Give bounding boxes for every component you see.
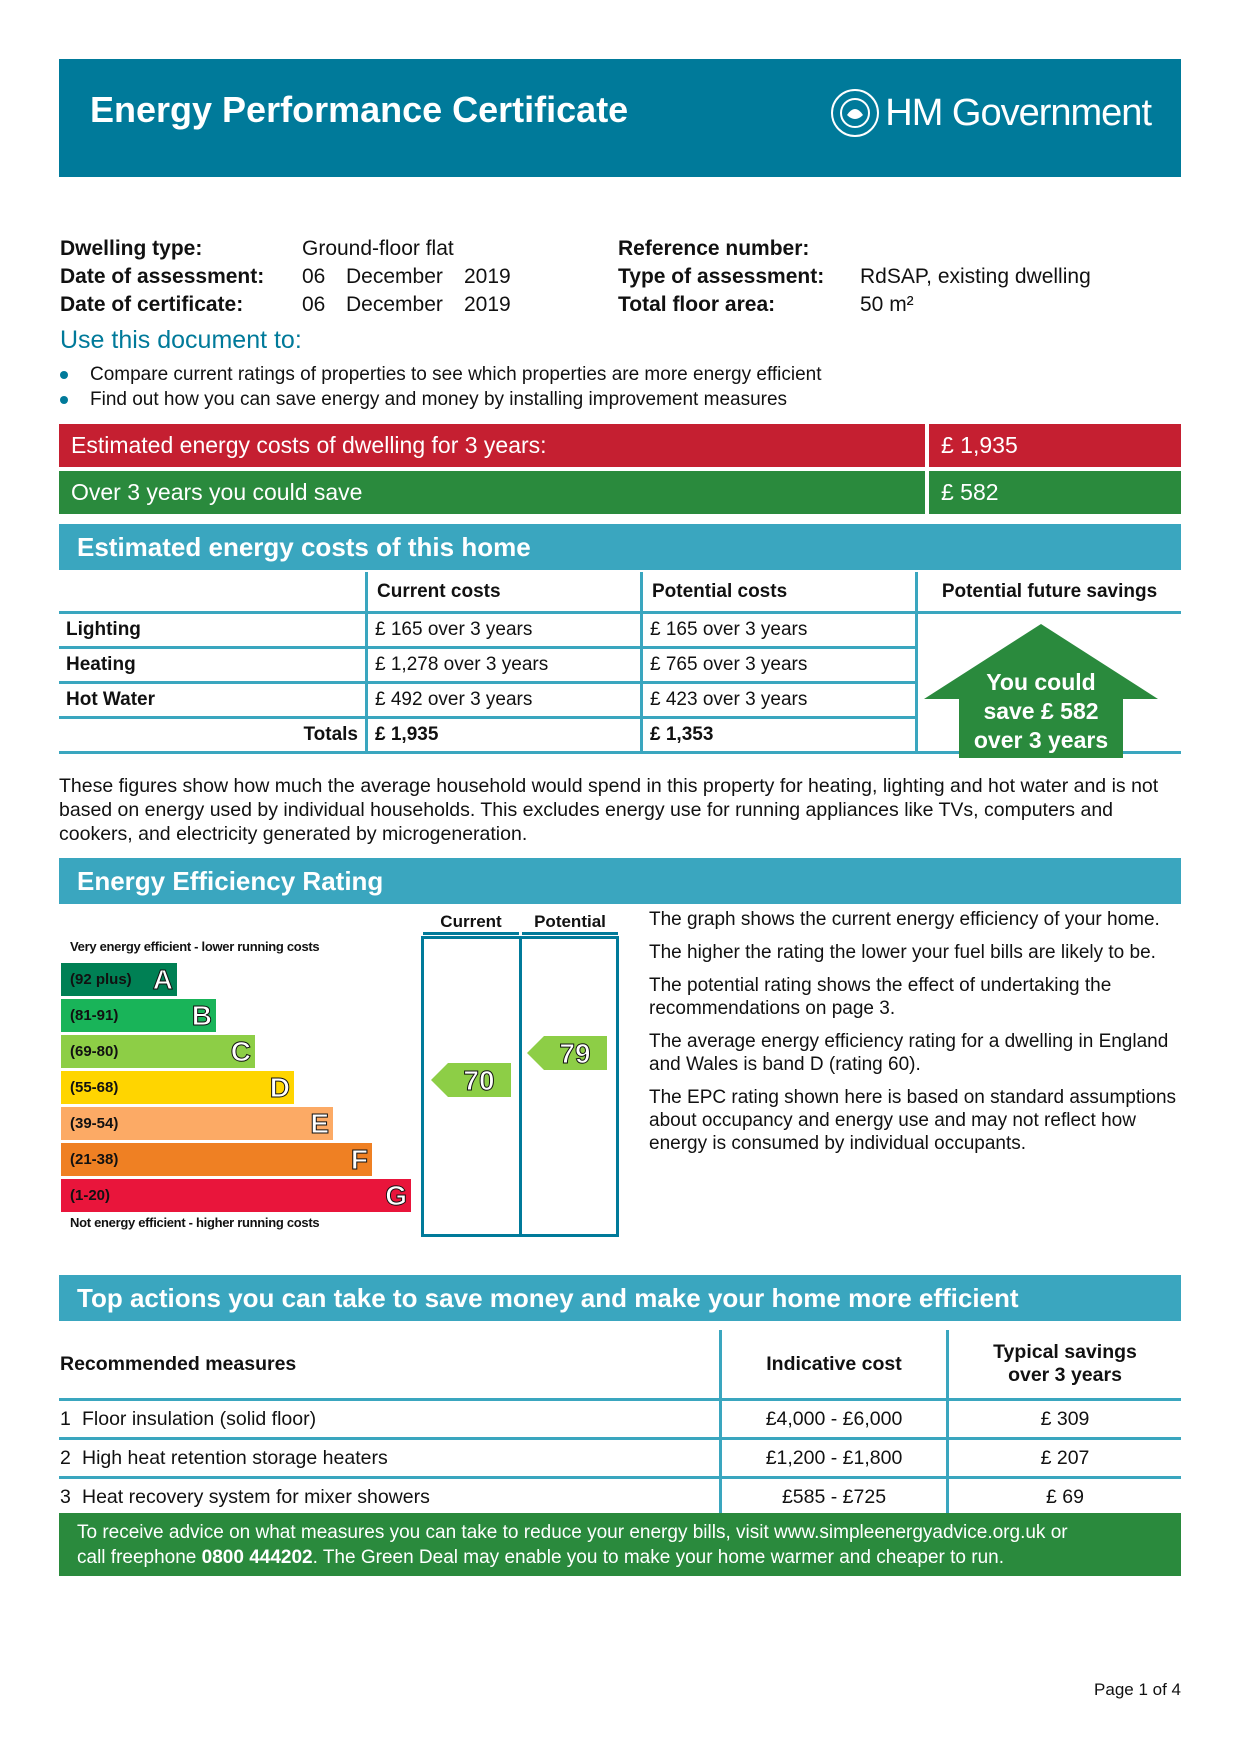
bullet-icon: [60, 396, 68, 404]
could-save-value: £ 582: [929, 471, 1181, 514]
saving-cell: £ 207: [948, 1439, 1182, 1478]
rating-section-title: Energy Efficiency Rating: [59, 858, 1181, 904]
cost-cell: £4,000 - £6,000: [721, 1400, 948, 1439]
current-cost: £ 165 over 3 years: [367, 613, 642, 648]
hm-government-logo: [831, 89, 1151, 137]
costs-header-row: [59, 572, 1181, 613]
costs-note: These figures show how much the average household would spend in this property for heating, lighting and hot water and is not based on energy used by individual households. This excludes energy use for running appliances like TVs, computers and cookers, and electricity generated by microgeneration.: [59, 775, 1159, 845]
row-label: Lighting: [59, 613, 367, 648]
potential-rating-marker: [527, 1036, 607, 1070]
potential-cost: £ 423 over 3 years: [642, 683, 917, 718]
current-cost: £ 1,278 over 3 years: [367, 648, 642, 683]
page-number: Page 1 of 4: [1094, 1680, 1181, 1699]
cost-cell: £1,200 - £1,800: [721, 1439, 948, 1478]
use-document-title: Use this document to:: [60, 326, 302, 354]
rating-explanation: [649, 908, 1181, 1165]
band-letter: D: [269, 1071, 290, 1103]
measures-header: Recommended measures: [59, 1330, 721, 1400]
saving-cell: £ 309: [948, 1400, 1182, 1439]
assessment-type-value: RdSAP, existing dwelling: [860, 265, 1091, 288]
dwelling-values: [302, 235, 511, 319]
band-letter: E: [310, 1107, 329, 1139]
actions-section-title: Top actions you can take to save money and make your home more efficient: [59, 1275, 1181, 1321]
band-letter: G: [385, 1179, 407, 1211]
advice-line-2: call freephone 0800 444202. The Green Deal may enable you to make your home warmer and cheaper to run.: [77, 1547, 1005, 1568]
band-letter: A: [152, 963, 173, 995]
rating-band-e: [61, 1107, 333, 1140]
savings-header: Typical savings over 3 years: [948, 1330, 1182, 1400]
measure-cell: 2 High heat retention storage heaters: [59, 1439, 721, 1478]
bottom-caption: Not energy efficient - higher running costs: [70, 1215, 320, 1230]
rating-band-f: [61, 1143, 372, 1176]
band-range: (21-38): [70, 1151, 119, 1168]
bullet-item: Find out how you can save energy and money by installing improvement measures: [60, 387, 822, 412]
savings-arrow: [922, 624, 1160, 760]
potential-costs-header: Potential costs: [642, 572, 917, 613]
current-column-header: Current: [423, 912, 519, 935]
assessment-type-label: Type of assessment:: [618, 265, 825, 288]
potential-column-header: Potential: [522, 912, 618, 935]
totals-label: Totals: [59, 718, 367, 753]
future-savings-header: Potential future savings: [917, 572, 1182, 613]
reference-number-value: [860, 235, 1091, 263]
row-label: Hot Water: [59, 683, 367, 718]
freephone-number: 0800 444202: [201, 1547, 313, 1568]
rating-band-g: [61, 1179, 411, 1212]
rating-text-1: The graph shows the current energy efficiency of your home.: [649, 909, 1160, 930]
current-rating-value: 70: [463, 1065, 495, 1096]
floor-area-value: 50 m²: [860, 293, 914, 316]
potential-cost: £ 165 over 3 years: [642, 613, 917, 648]
totals-current: £ 1,935: [367, 718, 642, 753]
totals-potential: £ 1,353: [642, 718, 917, 753]
bullet-icon: [60, 371, 68, 379]
dwelling-type-label: Dwelling type:: [60, 237, 203, 260]
certificate-date-value: 06 December 2019: [302, 293, 511, 316]
potential-rating-value: 79: [559, 1038, 591, 1069]
band-range: (55-68): [70, 1079, 119, 1096]
dwelling-labels: [60, 235, 264, 319]
reference-labels: [618, 235, 824, 319]
band-range: (39-54): [70, 1115, 119, 1132]
reference-number-label: Reference number:: [618, 237, 810, 260]
rating-band-c: [61, 1035, 255, 1068]
government-name: HM Government: [885, 91, 1151, 134]
blank-header: [59, 572, 367, 613]
advice-footer: [59, 1513, 1181, 1576]
table-row: [59, 1439, 1181, 1478]
saving-cell: £ 69: [948, 1478, 1182, 1517]
header-banner: [59, 59, 1181, 177]
rating-chart: [59, 912, 619, 1242]
top-caption: Very energy efficient - lower running costs: [70, 939, 320, 954]
potential-cost: £ 765 over 3 years: [642, 648, 917, 683]
reference-values: [860, 235, 1091, 319]
band-range: (81-91): [70, 1007, 119, 1024]
bullet-item: Compare current ratings of properties to see which properties are more energy efficient: [60, 362, 822, 387]
row-label: Heating: [59, 648, 367, 683]
advice-line-1: To receive advice on what measures you can take to reduce your energy bills, visit www.simpleenergyadvice.org.uk or: [77, 1522, 1068, 1543]
rating-band-d: [61, 1071, 294, 1104]
could-save-bar: Over 3 years you could save: [59, 471, 925, 514]
band-range: (92 plus): [70, 971, 132, 988]
use-bullets: [60, 362, 822, 412]
current-costs-header: Current costs: [367, 572, 642, 613]
table-row: [59, 1400, 1181, 1439]
measure-cell: 1 Floor insulation (solid floor): [59, 1400, 721, 1439]
estimated-costs-value: £ 1,935: [929, 424, 1181, 467]
measure-cell: 3 Heat recovery system for mixer showers: [59, 1478, 721, 1517]
dwelling-type-value: Ground-floor flat: [302, 237, 454, 260]
assessment-date-label: Date of assessment:: [60, 265, 265, 288]
current-rating-marker: [431, 1063, 511, 1097]
savings-arrow-text: You could save £ 582 over 3 years: [973, 669, 1109, 753]
page-title: Energy Performance Certificate: [90, 89, 629, 130]
current-cost: £ 492 over 3 years: [367, 683, 642, 718]
rating-text-5: The EPC rating shown here is based on standard assumptions about occupancy and energy use and may not reflect how energy is consumed by individual occupants.: [649, 1087, 1177, 1154]
costs-section-title: Estimated energy costs of this home: [59, 524, 1181, 570]
actions-table: [59, 1330, 1181, 1518]
band-letter: C: [230, 1035, 251, 1067]
estimated-costs-bar: Estimated energy costs of dwelling for 3 years:: [59, 424, 925, 467]
rating-text-2: The higher the rating the lower your fuel bills are likely to be.: [649, 942, 1156, 963]
rating-text-4: The average energy efficiency rating for a dwelling in England and Wales is band D (rating 60).: [649, 1031, 1169, 1075]
band-letter: B: [191, 999, 212, 1031]
potential-column: [518, 936, 619, 1237]
band-range: (69-80): [70, 1043, 119, 1060]
band-range: (1-20): [70, 1187, 111, 1204]
actions-header-row: [59, 1330, 1181, 1400]
cost-header: Indicative cost: [721, 1330, 948, 1400]
band-letter: F: [350, 1143, 368, 1175]
rating-band-b: [61, 999, 216, 1032]
assessment-date-value: 06 December 2019: [302, 265, 511, 288]
certificate-date-label: Date of certificate:: [60, 293, 244, 316]
floor-area-label: Total floor area:: [618, 293, 776, 316]
rating-band-a: [61, 963, 177, 996]
rating-text-3: The potential rating shows the effect of undertaking the recommendations on page 3.: [649, 975, 1112, 1019]
royal-crest-icon: [831, 89, 879, 137]
table-row: [59, 1478, 1181, 1517]
cost-cell: £585 - £725: [721, 1478, 948, 1517]
